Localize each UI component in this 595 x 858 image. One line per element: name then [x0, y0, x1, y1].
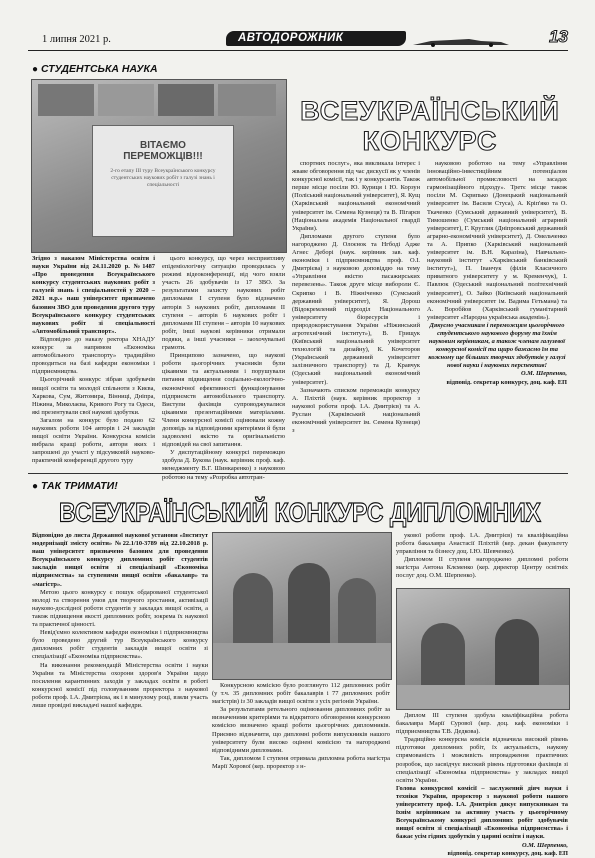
section-rubric-student-science: ● СТУДЕНТСЬКА НАУКА: [32, 63, 158, 75]
graduates-photo: [396, 588, 570, 710]
issue-date: 1 липня 2021 р.: [42, 34, 111, 45]
slide-text: 2-го етапу III туру Всеукраїнського конкурсу студентських наукових робіт з галузі знань і спеціальності: [110, 168, 216, 188]
headline-diploma-contest: ВСЕУКРАЇНСЬКИЙ КОНКУРС ДИПЛОМНИХ: [59, 497, 541, 528]
section1-column-1: Згідно з наказом Міністерства освіти і науки України від 24.11.2020 р. №1487 «Про проведення Всеукраїнського конкурсу студентських наукових робіт з галузей знань і спеціальностей у 2020 – 2021 н.р.» наш університет призначено базовим ЗВО для проведення другого туру Всеукраїнського конкурсу студентських наукових робіт зі спеціальності «Автомобільний транспорт». Відповідно до наказу ректора ХНАДУ конкурс за напрямом «Економіка автомобільного транспорту» традиційно проводиться на базі кафедри економіки і підприємництва. Цьогорічний конкурс зібрав здобувачів вищої освіти та молодої спільноти з Києва, Харкова, Сум, Житомира, Вінниці, Дніпра, Ніжина, Миколаєва, Кривого Рогу та Одеси, які презентували свої наукові здобутки. Загалом на конкурс було подано 62 наукових роботи 104 авторів і 24 закладів вищої освіти України. Конкурсна комісія вибрала кращі роботи, автори яких і запрошені до участі у підсумковій науково-практичній конференції другого туру: [32, 255, 155, 465]
commission-photo: [212, 532, 392, 680]
person-silhouette: [233, 573, 273, 653]
page-number: 13: [549, 27, 568, 46]
header-rule: [28, 50, 568, 51]
video-tiles-row: [38, 84, 278, 118]
signature-name: О.М. Шерпенко,: [521, 841, 568, 849]
table-surface: [397, 685, 569, 709]
headline-all-ukrainian-contest: [292, 96, 568, 156]
person-silhouette: [288, 563, 330, 653]
table-surface: [213, 643, 391, 679]
signature-role: відповід. секретар конкурсу, доц. каф. ЕП: [446, 378, 567, 386]
person-silhouette: [495, 619, 539, 693]
section2-column-3: укової роботи проф. І.А. Дмитрієв) та кваліфікаційна робота бакалавра Анастасії Пліхтій (кер. декан факультету управління та бізнесу доц. І.Ю. Шевченко). Дипломом II ступеня нагороджено дипломні роботи магістра Антона Клєменко (кер. директор Центру освітніх послуг доц. О.М. Шерпенко).: [396, 532, 568, 580]
person-silhouette: [421, 623, 465, 693]
section-divider: [28, 473, 568, 474]
page-header: [28, 27, 568, 48]
signature-role: відповід. секретар конкурсу, доц. каф. ЕП: [447, 849, 568, 857]
slide-title: ВІТАЄМО ПЕРЕМОЖЦІВ!!!: [123, 140, 203, 162]
section1-column-2: цього конкурсу, що через несприятливу епідеміологічну ситуацію проводилась у режимі відеоконференції, від чого взяли участь 26 здобувачів із 17 ЗВО. За результатами захисту наукових робіт дипломами I ступеня було відзначено авторів 3 наукових робіт, дипломами II ступеня – авторів 6 наукових робіт і дипломами III ступеня – авторів 10 наукових робіт, інші наукові керівники отримали подяки, а інші учасники – заохочувальні грамоти. Принципово зазначено, що наукові роботи цьогорічних учасників були цікавими та актуальними і порушували питання підвищення соціально-екологічно-економічної ефективності функціонування підприємств автомобільного транспорту. Виступи фахівців супроводжувалися цікавими презентаційними матеріалами. Члени конкурсної комісії оцінювали кожну доповідь за відповідними критеріями й були задоволені якістю та оригінальністю відповідей на свої запитання. У диспутаційному конкурсі переможцю здобула Д. Букова (наук. керівник проф. каф. менеджменту В.Г. Шинкаренко) з науковою роботою на тему «Розробка автотран-: [162, 255, 285, 481]
section2-column-1: Відповідно до листа Державної наукової установи «Інститут модернізації змісту освіти» №22.1/10-3789 від 22.10.2018 р. наш університет призначено базовим для проведення Всеукраїнського конкурсу дипломних робіт студентів закладів вищої освіти зі спеціалізації «Економіка підприємства» за ступенями вищої освіти «бакалавр» та «магістр». Метою цього конкурсу є пошук обдарованої студентської молоді та створення умов для творчого зростання, активізації науково-дослідної роботи студентів у закладах вищої освіти, а також підвищення якості дипломних робіт, зокрема їх наукової та практичної цінності. Невід'ємно колективом кафедри економіки і підприємництва було проведено другий тур Всеукраїнського конкурсу дипломних робіт студентів закладів вищої освіти зі спеціалізації «Економіка підприємства». На виконання рекомендацій Міністерства освіти і науки України та Міністерства охорони здоров'я України щодо посилення карантинних заходів у закладах освіти в роботі конкурсної комісії під головуванням проректора з наукової роботи проф. І.А. Дмитрієва, як і в минулому році, взяли участь лише провідні викладачі нашої кафедри.: [32, 532, 208, 709]
section2-column-3-continued: Диплом III ступеня здобула кваліфікаційна робота бакалавра Марії Сурової (кер. доц. каф. економіки і підприємництва Т.В. Дедкова). Традиційно конкурсна комісія відзначила високий рівень підготовки дипломних робіт, їх актуальність, наукову спрямованість і можливість впровадження практичних розробок, що засвідчує високий рівень підготовки фахівців зі спеціалізації «Економіка підприємства» у закладах вищої освіти України. Голова конкурсної комісії – заслужений діяч науки і техніки України, проректор з наукової роботи нашого університету проф. І.А. Дмитрієв дякує випускникам та їхнім керівникам за активну участь у цьогорічному Всеукраїнському конкурсі дипломних робіт здобувачів вищої освіти зі спеціалізації «Економіка підприємства» і бажає усім гідних здобутків у царині освіти і науки. О.М. Шерпенко, відповід. секретар конкурсу, доц. каф. ЕП: [396, 712, 568, 857]
masthead-title: АВТОДОРОЖНИК: [238, 32, 344, 44]
section2-column-2: Конкурсною комісією було розглянуто 112 дипломних робіт (у т.ч. 35 дипломних робіт бакалаврів і 77 дипломних робіт магістрів) із 30 закладів вищої освіти з усіх регіонів України. За результатами ретельного оцінювання дипломних робіт за визначеними критеріями та відкритого обговорення конкурсною комісією визначено кращі роботи цьогорічних дипломників. Приємно відзначити, що дипломні роботи випускників нашого університету були високо оцінені комісією та нагороджені відповідними дипломами. Так, дипломом I ступеня отримала дипломна робота магістра Марії Хорової (кер. проректор з н-: [212, 682, 390, 770]
circle-bullet-icon: ●: [32, 481, 39, 492]
section-rubric-keep-it-up: ● ТАК ТРИМАТИ!: [32, 480, 118, 492]
circle-bullet-icon: ●: [32, 64, 39, 75]
section1-column-3: спортних послуг», яка викликала інтерес і жваве обговорення під час дискусії як у членів конкурсної комісії, так і у конкурсантів. Також перше місце посіли Ю. Куриця і Ю. Корзун (Поліський національний університет), Я. Кущ (Харківський національний економічний університет ім. Семена Кузнеця) та В. Пігарєв (Національна академія Національної гвардії України). Дипломами другого ступеня було нагороджено Д. Олоєнок та Нгбоді Адже Агнес Деборі (наук. керівник зав. каф. економіки і підприємництва проф. О.І. Дмитрієва) з науковою доповіддю на тему «Управління якістю пасажирських перевезень». Також друге місце вибороли Є. Скрипко і В. Ніжніченко (Сумський державний університет), Я. Дорош (Відокремлений підрозділ Національного університету біоресурсів і природокористування України «Ніжинський агротехнічний інститут»), В. Грищук (Київський національний університет технологій та дизайну), К. Кочеторов (Український державний університет залізничного транспорту) та Д. Кравчук (Одеський національний економічний університет). Зазначають списком переможців конкурсу А. Пліхтій (наук. керівник проректор з наукової роботи проф. І.А. Дмитрієв) та А. Руслан (Харківський національний економічний університет ім. Семена Кузнеця) з: [292, 160, 420, 435]
headline-line-2: КОНКУРС: [362, 126, 498, 156]
car-icon: [411, 34, 511, 44]
person-silhouette: [338, 578, 376, 653]
section1-column-4: науковою роботою на тему «Управління інноваційно-інвестиційним потенціалом автомобільної промисловості на засадах гармонізаційного підходу». Третє місце також посіли М. Скрипько (Донецький національний університет ім. Василя Стуса), А. Кріп'яко та О. Ткаченко (Сумський державний університет), В. Тимошенко (Сумський національний аграрний університет), Г. Круглик (Дніпровський державний аграрно-економічний університет), Д. Омельченко та А. Припко (Харківський національний університет ім. В.Н. Каразіна), Навчально-науковий інститут «Харківський банківський інститут»), П. Іванчук (філія Класичного приватного університету у м. Кременчук), І. Павлюк (Одеський національний політехнічний університет), О. Зайко (Київський національний економічний університет ім. Вадима Гетьмана) та А. Воробйов (Харківський гуманітарний університет «Народна українська академія»). Дякуємо учасникам і переможцям цьогорічного студентського наукового форуму та їхнім науковим керівникам, а також членам галузевої конкурсної комісії та щиро бажаємо їм та кожному ще більших творчих здобутків у галузі нової науки і наукових перспектив! О.М. Шерпенко, відповід. секретар конкурсу, доц. каф. ЕП: [427, 160, 567, 386]
conference-screenshot-photo: [31, 79, 287, 253]
presentation-slide: [92, 125, 234, 237]
headline-line-1: ВСЕУКРАЇНСЬКИЙ: [300, 96, 560, 126]
signature-name: О.М. Шерпенко,: [520, 370, 567, 378]
